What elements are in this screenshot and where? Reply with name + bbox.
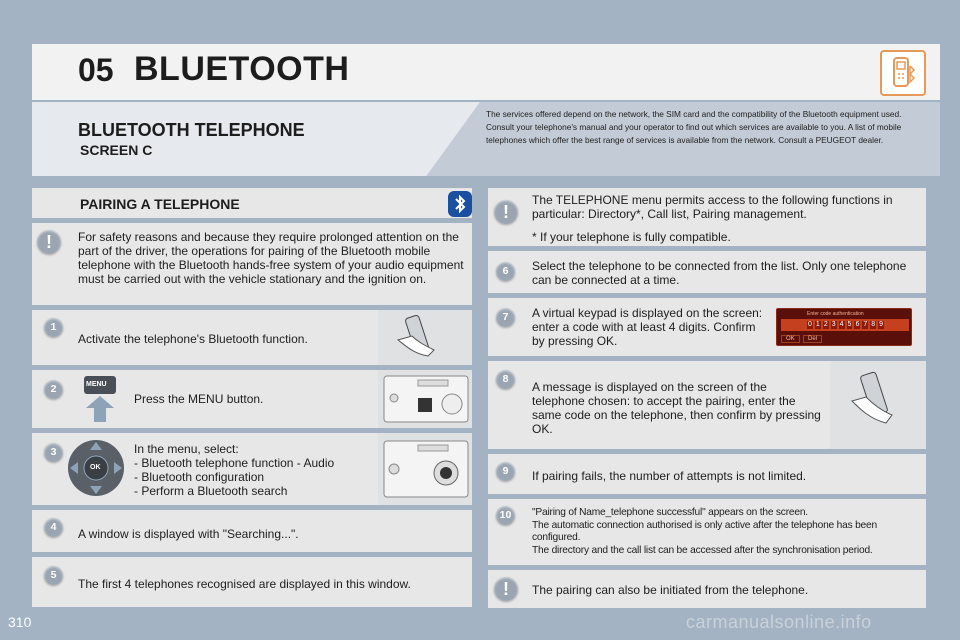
- safety-warning-text: For safety reasons and because they require prolonged attention on the part of the driver, the operations for pairing of the Bluetooth mobile telephone with the Bluetooth hands-free system of your audio equipment must be carried out with the vehicle stationary and the ignition on.: [78, 230, 464, 286]
- services-notice: [486, 108, 926, 147]
- step-10-line-2: The automatic connection authorised is only active after the telephone has been configured.: [532, 519, 877, 543]
- watermark: carmanualsonline.info: [686, 612, 872, 632]
- list-item: - Bluetooth telephone function - Audio: [134, 456, 374, 470]
- keypad-digit[interactable]: 0: [808, 321, 812, 328]
- telephone-menu-text: The TELEPHONE menu permits access to the following functions in particular: Directory*, Call list, Pairing management.: [532, 193, 893, 221]
- keypad-screen: [776, 308, 912, 346]
- menu-button-label: MENU: [86, 381, 107, 388]
- step-1-text: Activate the telephone's Bluetooth function.: [78, 332, 308, 346]
- final-warning-text: The pairing can also be initiated from the telephone.: [532, 583, 809, 597]
- step-3-text: [134, 442, 374, 498]
- notice-paragraph-2: Consult your telephone's manual and your operator to find out which services are available to you. A list of mobile telephones which offer the best range of services is available from the network. Consult a PEUGEOT dealer.: [486, 122, 902, 145]
- keypad-del-button[interactable]: Del: [803, 335, 822, 343]
- keypad-ok-button[interactable]: OK: [781, 335, 800, 343]
- keypad-digit[interactable]: 9: [879, 321, 884, 328]
- step-number: 10: [496, 506, 515, 525]
- menu-button-icon: [80, 372, 120, 424]
- step-number: 5: [44, 566, 63, 585]
- bluetooth-phone-icon: [880, 50, 926, 96]
- keypad-screen-title: Enter code authentication: [807, 311, 864, 317]
- step-number: 9: [496, 462, 515, 481]
- step-2-text: Press the MENU button.: [134, 392, 264, 406]
- chapter-title: BLUETOOTH: [134, 50, 350, 88]
- keypad-digit-row: [781, 319, 909, 331]
- knob-ok-label: OK: [90, 464, 101, 471]
- step-number: 2: [44, 380, 63, 399]
- keypad-digit[interactable]: 1: [815, 321, 820, 328]
- pairing-title: PAIRING A TELEPHONE: [80, 196, 240, 212]
- phone-hand-image: [830, 361, 926, 449]
- step-number: 8: [496, 370, 515, 389]
- step-number: 6: [496, 262, 515, 281]
- menu-selection-list: [134, 456, 374, 498]
- warning-icon: !: [494, 200, 518, 224]
- list-item: - Perform a Bluetooth search: [134, 484, 374, 498]
- page-number: 310: [8, 614, 32, 630]
- step-10-line-3: The directory and the call list can be accessed after the synchronisation period.: [532, 544, 873, 556]
- step-10-text: [532, 507, 922, 557]
- keypad-digit[interactable]: 4: [839, 321, 844, 328]
- step-6-text: Select the telephone to be connected from the list. Only one telephone can be connected at a time.: [532, 259, 907, 287]
- step-4-text: A window is displayed with "Searching...".: [78, 527, 299, 541]
- step-7-text: A virtual keypad is displayed on the screen: enter a code with at least 4 digits. Confirm by pressing OK.: [532, 306, 763, 348]
- chapter-number: 05: [78, 52, 114, 88]
- step-3-intro: In the menu, select:: [134, 442, 239, 456]
- step-5-text: The first 4 telephones recognised are displayed in this window.: [78, 577, 411, 591]
- section-subtitle: SCREEN C: [80, 142, 153, 158]
- warning-icon: !: [494, 577, 518, 601]
- step-number: 7: [496, 308, 515, 327]
- step-9-text: If pairing fails, the number of attempts is not limited.: [532, 469, 807, 483]
- warning-icon: !: [37, 230, 61, 254]
- radio-unit-image: [378, 370, 472, 428]
- list-item: - Bluetooth configuration: [134, 470, 374, 484]
- step-10-line-1: "Pairing of Name_telephone successful" appears on the screen.: [532, 507, 808, 518]
- keypad-digit[interactable]: 8: [871, 321, 876, 328]
- radio-unit-image: [378, 433, 472, 505]
- step-number: 3: [44, 443, 63, 462]
- compatibility-footnote: * If your telephone is fully compatible.: [532, 230, 731, 244]
- notice-paragraph-1: The services offered depend on the network, the SIM card and the compatibility of the Bluetooth equipment used.: [486, 109, 902, 119]
- keypad-digit[interactable]: 2: [823, 321, 828, 328]
- keypad-digit[interactable]: 6: [855, 321, 860, 328]
- step-number: 1: [44, 318, 63, 337]
- keypad-digit[interactable]: 5: [847, 321, 852, 328]
- keypad-digit[interactable]: 7: [863, 321, 868, 328]
- step-number: 4: [44, 518, 63, 537]
- section-title: BLUETOOTH TELEPHONE: [78, 120, 305, 140]
- step-8-text: A message is displayed on the screen of the telephone chosen: to accept the pairing, enter the same code on the telephone, then confirm by pressing OK.: [532, 380, 821, 436]
- phone-hand-image: [378, 310, 472, 365]
- bluetooth-icon: [448, 191, 472, 217]
- keypad-digit[interactable]: 3: [831, 321, 836, 328]
